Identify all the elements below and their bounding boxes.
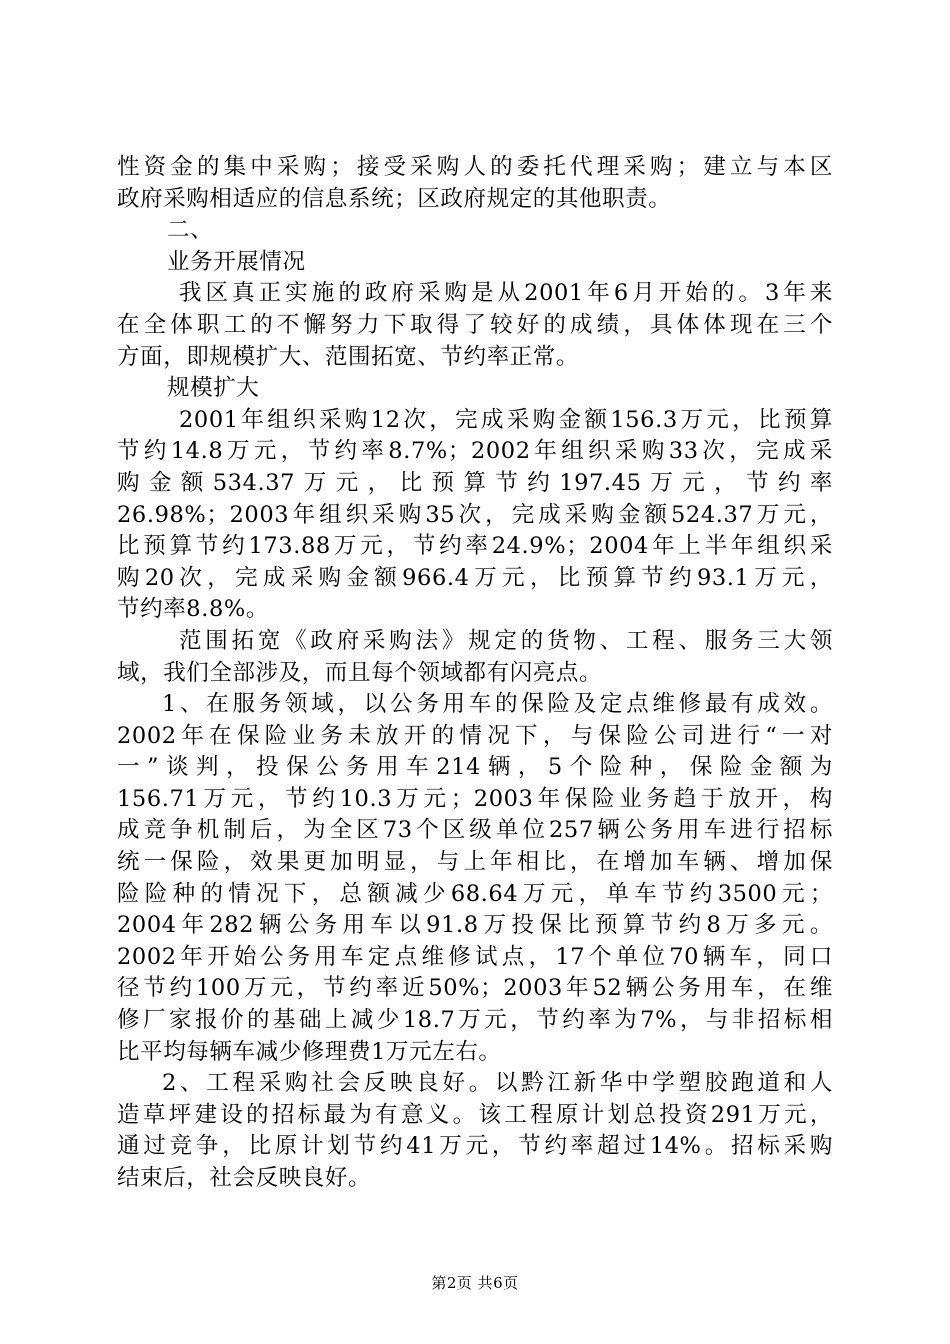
text-line: 造草坪建设的招标最为有意义。该工程原计划总投资291万元，: [117, 1101, 833, 1128]
section-heading: 业务开展情况: [167, 248, 306, 275]
text-line: 购金额534.37万元，比预算节约197.45万元，节约率: [117, 469, 833, 496]
text-line: 2004年282辆公务用车以91.8万投保比预算节约8万多元。: [117, 912, 833, 939]
text-line: 购20次，完成采购金额966.4万元，比预算节约93.1万元，: [117, 564, 833, 591]
text-line: 我区真正实施的政府采购是从2001年6月开始的。3年来: [179, 280, 833, 307]
text-line: 2、工程采购社会反映良好。以黔江新华中学塑胶跑道和人: [162, 1070, 833, 1097]
text-line: 比平均每辆车减少修理费1万元左右。: [117, 1038, 502, 1065]
text-line: 通过竞争，比原计划节约41万元，节约率超过14%。招标采购: [117, 1133, 833, 1160]
text-line: 2002年开始公务用车定点维修试点，17个单位70辆车，同口: [117, 943, 833, 970]
text-line: 统一保险，效果更加明显，与上年相比，在增加车辆、增加保: [117, 849, 833, 876]
text-line: 比预算节约173.88万元，节约率24.9%；2004年上半年组织采: [117, 533, 833, 560]
text-line: 156.71万元，节约10.3万元；2003年保险业务趋于放开，构: [117, 785, 833, 812]
text-line: 一”谈判，投保公务用车214辆，5个险种，保险金额为: [117, 754, 833, 781]
text-line: 性资金的集中采购；接受采购人的委托代理采购；建立与本区: [117, 154, 833, 180]
text-line: 1、在服务领域，以公务用车的保险及定点维修最有成效。: [162, 691, 833, 718]
text-line: 节约率8.8%。: [117, 596, 269, 623]
text-line: 26.98%；2003年组织采购35次，完成采购金额524.37万元，: [117, 501, 833, 528]
text-line: 径节约100万元，节约率近50%；2003年52辆公务用车，在维: [117, 975, 833, 1002]
text-line: 险险种的情况下，总额减少68.64万元，单车节约3500元；: [117, 880, 833, 907]
text-line: 政府采购相适应的信息系统；区政府规定的其他职责。: [117, 185, 672, 212]
subsection-heading: 规模扩大: [167, 375, 260, 402]
text-line: 2001年组织采购12次，完成采购金额156.3万元，比预算: [179, 406, 833, 433]
text-line: 范围拓宽《政府采购法》规定的货物、工程、服务三大领: [179, 627, 833, 654]
text-line: 结束后，社会反映良好。: [117, 1165, 372, 1191]
text-line: 方面，即规模扩大、范围拓宽、节约率正常。: [117, 343, 580, 370]
text-line: 域，我们全部涉及，而且每个领域都有闪亮点。: [117, 659, 603, 686]
text-line: 成竞争机制后，为全区73个区级单位257辆公务用车进行招标: [117, 817, 833, 844]
text-line: 在全体职工的不懈努力下取得了较好的成绩，具体体现在三个: [117, 311, 833, 338]
page-footer: [0, 1273, 950, 1293]
text-line: 2002年在保险业务未放开的情况下，与保险公司进行“一对: [117, 722, 833, 749]
document-body: [117, 152, 833, 1195]
page-indicator: 第2页 共6页: [431, 1274, 519, 1292]
text-line: 节约14.8万元，节约率8.7%；2002年组织采购33次，完成采: [117, 438, 833, 465]
text-line: 修厂家报价的基础上减少18.7万元，节约率为7%，与非招标相: [117, 1007, 833, 1034]
section-number: 二、: [167, 217, 214, 244]
